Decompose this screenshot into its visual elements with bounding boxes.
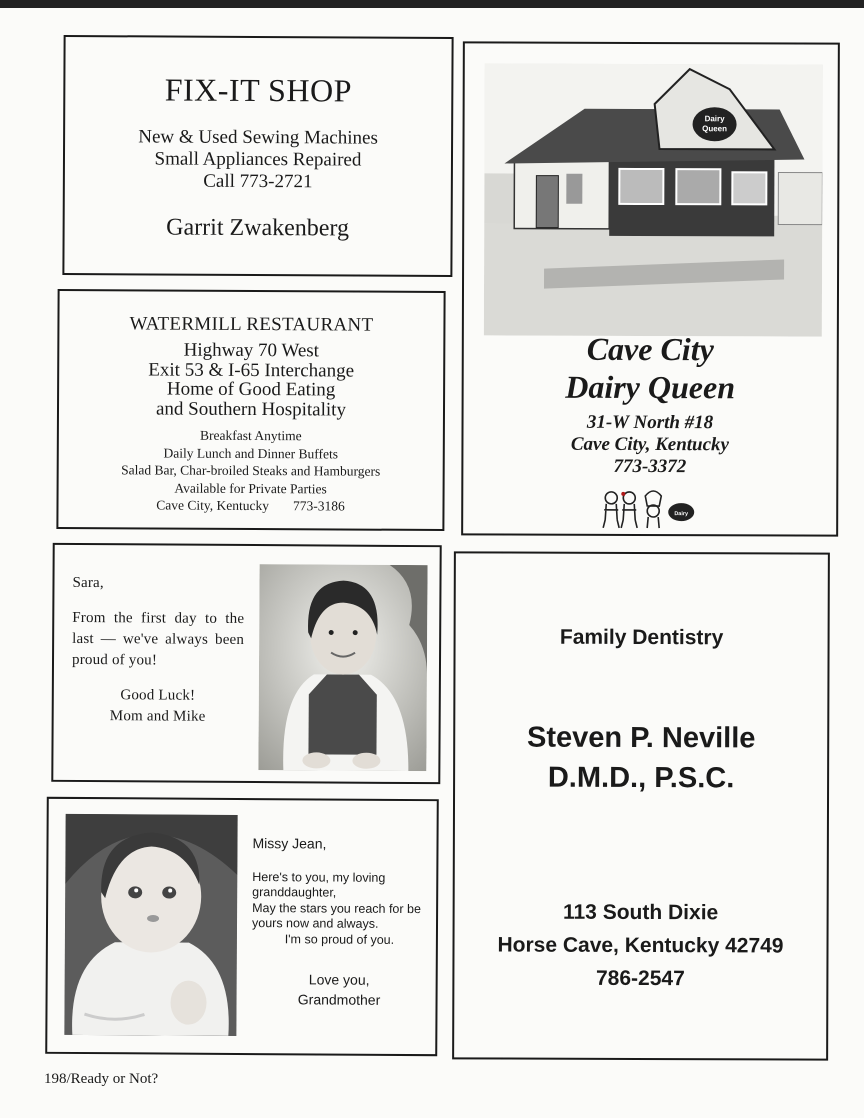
fixit-line: New & Used Sewing Machines: [138, 126, 378, 149]
fixit-phone: Call 773-2721: [203, 170, 313, 193]
watermill-line: and Southern Hospitality: [155, 398, 347, 420]
watermill-phone: 773-3186: [292, 498, 345, 514]
missy-message: Here's to you, my loving granddaughter,: [252, 869, 386, 900]
dq-sign-text: Queen: [702, 124, 728, 134]
watermill-detail: Available for Private Parties: [174, 480, 327, 496]
watermill-detail: Salad Bar, Char-broiled Steaks and Hamburgers: [121, 462, 381, 479]
dq-address: 31-W North #18: [586, 411, 714, 434]
fixit-shop-ad: [62, 35, 453, 277]
dentist-city: Horse Cave, Kentucky 42749: [497, 933, 784, 958]
watermill-title: WATERMILL RESTAURANT: [129, 313, 374, 336]
missy-message: I'm so proud of you.: [284, 931, 395, 947]
sara-ad: [51, 543, 441, 784]
dairy-queen-ad: [461, 41, 840, 536]
dentist-name: Steven P. Neville: [526, 721, 756, 755]
missy-closing: Love you,: [308, 971, 370, 988]
fixit-owner: Garrit Zwakenberg: [166, 214, 350, 242]
watermill-line: Home of Good Eating: [166, 378, 336, 401]
watermill-detail: Daily Lunch and Dinner Buffets: [163, 445, 339, 461]
watermill-detail: Breakfast Anytime: [200, 427, 302, 444]
dentist-phone: 786-2547: [595, 966, 685, 991]
missy-greeting: Missy Jean,: [252, 835, 327, 852]
sara-message: From the first day to the last — we've always been proud of you!: [71, 609, 245, 669]
missy-jean-ad: [45, 797, 439, 1056]
dq-name: Dairy Queen: [565, 368, 736, 406]
dentist-practice: Family Dentistry: [559, 625, 724, 650]
watermill-restaurant-ad: [56, 289, 445, 531]
missy-baby-photo: [64, 814, 237, 1036]
page-top-edge: [0, 0, 864, 8]
dq-name: Cave City: [586, 330, 714, 368]
watermill-city: Cave City, Kentucky: [156, 497, 270, 514]
dq-sign-text: Dairy: [704, 114, 725, 124]
dairy-queen-building-photo: [484, 63, 823, 336]
page-footer: 198/Ready or Not?: [44, 1071, 159, 1087]
dq-phone: 773-3372: [613, 455, 687, 478]
sara-closing: Good Luck!: [120, 687, 196, 704]
fixit-title: FIX-IT SHOP: [164, 71, 353, 109]
watermill-line: Highway 70 West: [183, 339, 320, 362]
dentist-credentials: D.M.D., P.S.C.: [547, 761, 735, 795]
sara-signature: Mom and Mike: [109, 708, 206, 725]
sara-greeting: Sara,: [72, 574, 104, 592]
missy-signature: Grandmother: [297, 991, 381, 1008]
sara-child-photo: [258, 564, 427, 771]
dq-mini-logo-text: Dairy: [674, 511, 689, 518]
dentist-address: 113 South Dixie: [562, 900, 719, 925]
missy-message: May the stars you reach for be yours now and always.: [251, 900, 421, 931]
dq-mascots-logo-icon: [601, 486, 697, 532]
watermill-line: Exit 53 & I-65 Interchange: [148, 358, 355, 382]
family-dentistry-ad: [452, 551, 830, 1060]
dq-city: Cave City, Kentucky: [570, 433, 730, 456]
fixit-line: Small Appliances Repaired: [154, 148, 362, 171]
